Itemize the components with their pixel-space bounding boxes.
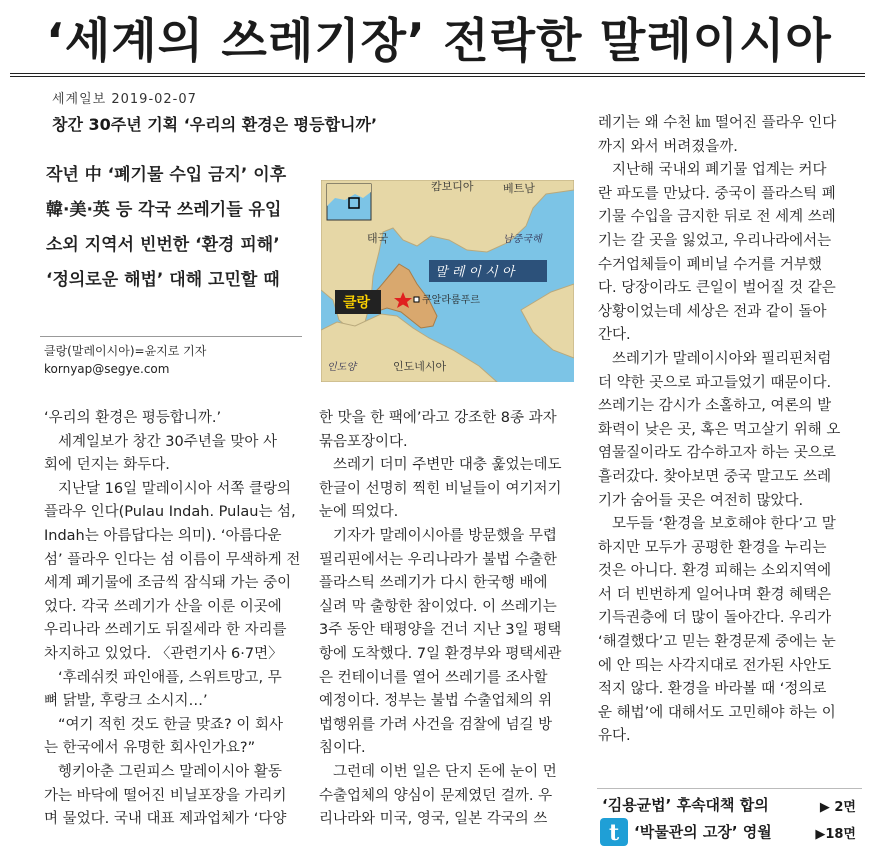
map-label-indian-ocean: 인도양 [327, 362, 356, 373]
body-line: 한글이 선명히 찍힌 비닐들이 여기저기 [319, 480, 562, 497]
map-label-cambodia: 캄보디아 [431, 180, 474, 193]
body-line: 적지 않다. 환경을 바라볼 때 ‘정의로 [598, 681, 827, 698]
body-line: 뼈 닭발, 후랑크 소시지…’ [44, 693, 208, 710]
promo-page: ▶ 2면 [819, 800, 856, 815]
body-line: 유다. [598, 728, 631, 745]
header-rule [10, 73, 865, 74]
body-line: ‘해결했다’고 믿는 환경문제 중에는 눈 [598, 634, 836, 651]
map-graphic [321, 180, 574, 382]
promo-title: ‘박물관의 고장’ 영월 [634, 823, 772, 841]
body-line: 수출업체의 양심이 문제였던 걸까. 우 [319, 787, 553, 804]
map [321, 180, 574, 382]
body-line: 기자가 말레이시아를 방문했을 무렵 [333, 527, 557, 544]
body-line: 기득권층에 더 많이 돌아간다. 우리가 [598, 610, 832, 627]
body-line: 수거업체들이 폐비닐 수거를 거부했 [598, 256, 822, 273]
body-line: 기는 갈 곳을 잃었고, 우리나라에서는 [598, 232, 832, 249]
body-line: 항에 도착했다. 7일 환경부와 평택세관 [319, 645, 562, 662]
body-line: 레기는 왜 수천 ㎞ 떨어진 플라우 인다 [598, 115, 837, 131]
deck-line: 소외 지역서 빈번한 ‘환경 피해’ [46, 235, 280, 255]
body-line: 는 한국에서 유명한 회사인가요?” [44, 740, 256, 757]
body-line: Indah는 아름답다는 의미). ‘아름다운 [44, 527, 282, 544]
kuala-lumpur-marker-icon [414, 297, 419, 302]
body-line: 까지 와서 버려졌을까. [598, 138, 738, 155]
body-line: 은 컨테이너를 열어 쓰레기를 조사할 [319, 669, 548, 686]
t-logo-letter: t [609, 820, 620, 846]
body-line: 모두들 ‘환경을 보호해야 한다’고 말 [612, 516, 836, 533]
body-line: ‘우리의 환경은 평등합니까.’ [44, 410, 222, 426]
body-line: 화력이 낮은 곳, 혹은 먹고살기 위해 오 [598, 421, 841, 438]
map-label-thailand: 태국 [367, 232, 389, 245]
promo-title: ‘김용균법’ 후속대책 합의 [602, 796, 769, 814]
byline-email: kornyap@segye.com [44, 362, 170, 376]
byline [44, 342, 206, 378]
deck-line: ‘정의로운 해법’ 대해 고민할 때 [46, 270, 280, 290]
body-line: 우리나라 쓰레기도 뒤질세라 한 자리를 [44, 622, 287, 639]
promo-item[interactable] [600, 821, 862, 847]
body-line: 지난달 16일 말레이시아 서쪽 클랑의 [58, 480, 291, 497]
map-label-klang: 클랑 [343, 295, 371, 311]
body-line: 섬’ 플라우 인다는 섬 이름이 무색하게 전 [44, 551, 301, 568]
body-line: 쓰레기가 말레이시아와 필리핀처럼 [612, 350, 832, 367]
body-line: 상황이었는데 세상은 전과 같이 돌아 [598, 303, 827, 320]
body-line: 염물질이라도 감수하고자 하는 곳으로 [598, 445, 836, 462]
body-line: 운 해법’에 대해서도 고민해야 하는 이 [598, 704, 836, 721]
body-line: ‘후레쉬컷 파인애플, 스위트망고, 무 [58, 669, 282, 686]
body-line: 법행위를 가려 사건을 검찰에 넘길 방 [319, 716, 553, 733]
body-line: 세계일보가 창간 30주년을 맞아 사 [58, 433, 277, 450]
header-rule-secondary [10, 76, 865, 77]
body-line: 에 안 띄는 사각지대로 전가된 사안도 [598, 657, 832, 674]
promo-rule [597, 788, 862, 789]
map-label-indonesia: 인도네시아 [393, 360, 447, 373]
deck [46, 158, 318, 298]
map-label-kuala-lumpur: 쿠알라룸푸르 [422, 295, 480, 306]
body-line: 플라스틱 쓰레기가 다시 한국행 배에 [319, 575, 548, 592]
byline-rule [40, 336, 302, 337]
body-line: 기물 수입을 금지한 뒤로 전 세계 쓰레 [598, 209, 836, 226]
body-line: 더 약한 곳으로 파고들었기 때문이다. [598, 374, 832, 391]
subhead: 창간 30주년 기획 ‘우리의 환경은 평등합니까’ [52, 115, 378, 134]
body-column-2 [319, 407, 581, 832]
body-column-1 [44, 407, 302, 832]
headline: ‘세계의 쓰레기장’ 전락한 말레이시아 [46, 14, 832, 69]
body-line: 란 파도를 만났다. 중국이 플라스틱 폐 [598, 185, 836, 202]
body-line: 침이다. [319, 740, 366, 757]
promo-item[interactable] [600, 794, 862, 820]
byline-author: 클랑(말레이시아)=윤지로 기자 [44, 344, 207, 358]
body-line: 필리핀에서는 우리나라가 불법 수출한 [319, 551, 557, 568]
body-line: 가는 바닥에 떨어진 비닐포장을 가리키 [44, 787, 287, 804]
body-line: 리나라와 미국, 영국, 일본 각국의 쓰 [319, 811, 548, 828]
body-line: 기가 숨어들 곳은 여전히 많았다. [598, 492, 804, 509]
body-line: “여기 적힌 것도 한글 맞죠? 이 회사 [58, 716, 283, 733]
map-label-malaysia: 말 레 이 시 아 [435, 265, 515, 280]
body-line: 3주 동안 태평양을 건너 지난 3일 평택 [319, 622, 562, 639]
body-column-3 [598, 112, 860, 749]
body-line: 지난해 국내외 폐기물 업계는 커다 [612, 162, 827, 179]
body-line: 예정이다. 정부는 불법 수출업체의 위 [319, 693, 553, 710]
body-line: 헹키아춘 그린피스 말레이시아 활동 [58, 763, 282, 780]
map-label-south-china-sea: 남중국해 [503, 234, 542, 245]
body-line: 었다. 각국 쓰레기가 산을 이룬 이곳에 [44, 598, 282, 615]
body-line: 플라우 인다(Pulau Indah. Pulau는 섬, [44, 504, 296, 521]
body-line: 쓰레기 더미 주변만 대충 훑었는데도 [333, 457, 562, 474]
body-line: 흘러갔다. 찾아보면 중국 말고도 쓰레 [598, 468, 832, 485]
body-line: 세계 폐기물에 조금씩 잠식돼 가는 중이 [44, 575, 292, 592]
body-line: 것은 아니다. 환경 피해는 소외지역에 [598, 563, 832, 580]
body-line: 쓰레기는 감시가 소홀하고, 여론의 발 [598, 398, 832, 415]
body-line: 다. 당장이라도 큰일이 벌어질 것 같은 [598, 280, 836, 297]
source-date: 세계일보 2019-02-07 [52, 92, 197, 107]
body-line: 며 물었다. 국내 대표 제과업체가 ‘다양 [44, 811, 287, 828]
body-line: 간다. [598, 327, 631, 344]
body-line: 눈에 띄었다. [319, 504, 399, 521]
body-line: 서 더 빈번하게 일어나며 환경 혜택은 [598, 586, 832, 603]
map-label-vietnam: 베트남 [503, 182, 535, 195]
body-line: 한 맛을 한 팩에’라고 강조한 8종 과자 [319, 410, 557, 426]
promo-page: ▶18면 [815, 827, 856, 842]
body-line: 실려 막 출항한 참이었다. 이 쓰레기는 [319, 598, 557, 615]
body-line: 묶음포장이다. [319, 433, 408, 450]
promo-box [600, 794, 862, 850]
body-line: 차지하고 있었다. 〈관련기사 6·7면〉 [44, 645, 283, 662]
deck-line: 韓·美·英 등 각국 쓰레기들 유입 [46, 200, 282, 220]
body-line: 회에 던지는 화두다. [44, 457, 170, 474]
body-line: 하지만 모두가 공평한 환경을 누리는 [598, 539, 827, 556]
deck-line: 작년 中 ‘폐기물 수입 금지’ 이후 [46, 165, 287, 185]
body-line: 그런데 이번 일은 단지 돈에 눈이 먼 [333, 763, 557, 780]
